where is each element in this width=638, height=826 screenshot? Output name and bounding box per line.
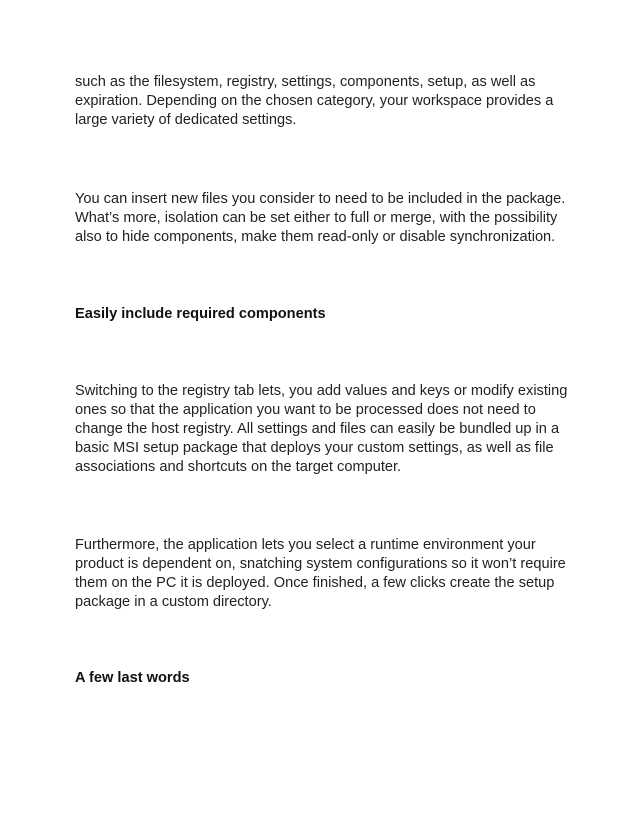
paragraph-insert-files: You can insert new files you consider to need to be included in the package. What’s more, isolation can be set either to full or merge, with the possibility also to hide components, make them read-only or disable synchronization. [75, 191, 566, 245]
paragraph-filesystem-settings: such as the filesystem, registry, settings, components, setup, as well as expiration. Depending on the chosen category, your workspace provides a large variety of dedicated settings. [75, 74, 554, 128]
paragraph-registry-tab: Switching to the registry tab lets, you add values and keys or modify existing ones so that the application you want to be processed does not need to change the host registry. All settings and files can easily be bundled up in a basic MSI setup package that deploys your custom settings, as well as file associations and shortcuts on the target computer. [75, 383, 568, 475]
section-heading-last-words: A few last words [75, 670, 190, 686]
section-heading-components: Easily include required components [75, 306, 326, 322]
paragraph-runtime-environment: Furthermore, the application lets you select a runtime environment your product is dependent on, snatching system configurations so it won’t require them on the PC it is deployed. Once finished, a few clicks create the setup package in a custom directory. [75, 537, 566, 610]
